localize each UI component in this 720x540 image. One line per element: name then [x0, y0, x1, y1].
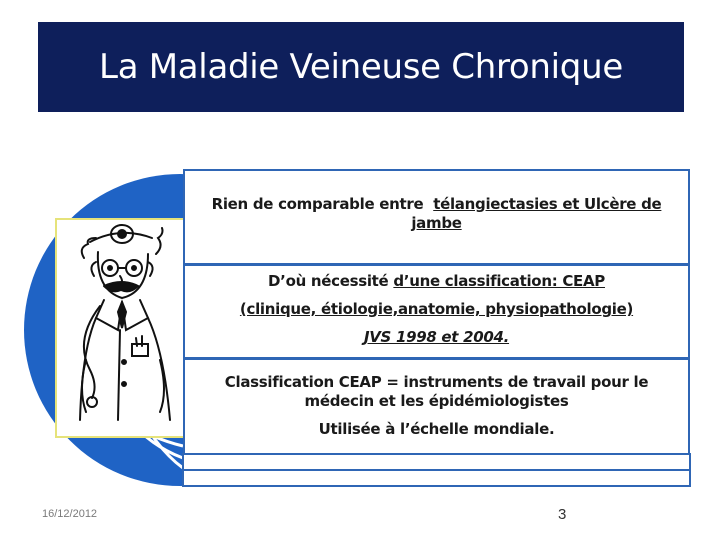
box2-line1-underlined: d’une classification: CEAP — [393, 272, 605, 290]
box2-line2: (clinique, étiologie,anatomie, physiopathologie) — [239, 300, 634, 318]
slide-number: 3 — [558, 506, 567, 523]
box2-line1-plain: D’où nécessité — [268, 272, 389, 290]
box2-line3: JVS 1998 et 2004. — [363, 328, 510, 346]
footer-date: 16/12/2012 — [42, 508, 98, 520]
box3-line1: Classification CEAP = instruments de travail pour le médecin et les épidémiologistes — [224, 373, 649, 410]
bottom-strip-2 — [183, 470, 690, 486]
box3-line2: Utilisée à l’échelle mondiale. — [318, 420, 555, 438]
box1-text-plain: Rien de comparable entre — [211, 195, 424, 213]
bottom-strip-1 — [183, 454, 690, 470]
info-box-3 — [183, 358, 690, 455]
slide-title: La Maladie Veineuse Chronique — [99, 47, 623, 87]
info-box-2 — [183, 264, 690, 359]
doctor-picture-frame — [56, 219, 184, 437]
box1-text-underlined: télangiectasies et Ulcère de jambe — [411, 195, 662, 232]
info-box-1 — [183, 169, 690, 265]
